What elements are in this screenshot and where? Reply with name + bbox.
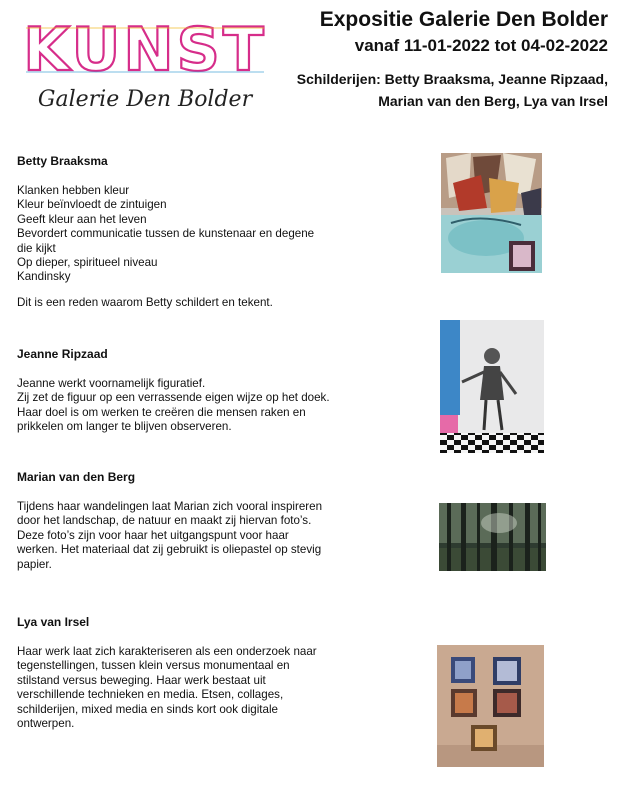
gallery-logo — [22, 10, 268, 120]
artwork-image-lya — [437, 645, 544, 767]
text-line: werken. Het materiaal dat zij gebruikt is oliepastel op stevig — [17, 543, 322, 557]
section-marian-van-den-berg — [17, 470, 367, 572]
artist-name: Jeanne Ripzaad — [17, 347, 108, 361]
artists-line-1: Schilderijen: Betty Braaksma, Jeanne Ripzaad, — [296, 71, 608, 87]
page-title: Expositie Galerie Den Bolder — [319, 8, 608, 31]
text-line: Op dieper, spiritueel niveau — [17, 256, 158, 270]
section-jeanne-ripzaad — [17, 347, 367, 435]
artist-name: Lya van Irsel — [17, 615, 90, 629]
exhibition-dates: vanaf 11-01-2022 tot 04-02-2022 — [354, 36, 608, 55]
artist-text — [17, 645, 367, 731]
text-line: Geeft kleur aan het leven — [17, 212, 147, 226]
text-line: verschillende technieken en media. Etsen, collages, — [17, 688, 284, 702]
text-line: Deze foto’s zijn voor haar het uitgangspunt voor haar — [17, 528, 289, 542]
artist-text — [17, 184, 367, 285]
text-line: Zij zet de figuur op een verrassende eigen wijze op het doek. — [17, 391, 330, 405]
text-line: Jeanne werkt voornamelijk figuratief. — [17, 377, 206, 390]
text-line: schilderijen, mixed media en sinds kort ook digitale — [17, 702, 278, 716]
artist-name: Betty Braaksma — [17, 154, 108, 168]
text-line: Bevordert communicatie tussen de kunstenaar en degene — [17, 227, 315, 241]
section-betty-braaksma — [17, 154, 367, 310]
artist-extra-text: Dit is een reden waarom Betty schildert en tekent. — [17, 295, 273, 309]
text-line: stilstand versus beweging. Haar werk bestaat uit — [17, 673, 266, 687]
artwork-image-marian — [439, 503, 546, 571]
text-line: ontwerpen. — [17, 717, 75, 731]
artist-text — [17, 500, 367, 572]
text-line: Haar doel is om werken te creëren die mensen raken en — [17, 405, 306, 419]
text-line: Klanken hebben kleur — [17, 184, 130, 197]
artist-text — [17, 377, 367, 435]
artwork-image-betty — [441, 153, 542, 273]
artists-line-2: Marian van den Berg, Lya van Irsel — [378, 93, 608, 109]
text-line: tegenstellingen, tussen klein versus monumentaal en — [17, 659, 290, 673]
artist-name: Marian van den Berg — [17, 470, 136, 484]
text-line: papier. — [17, 557, 52, 571]
logo-subtitle: Galerie Den Bolder — [37, 87, 253, 112]
text-line: Kandinsky — [17, 270, 71, 284]
text-line: die kijkt — [17, 241, 56, 255]
text-line: door het landschap, de natuur en maakt zij hiervan foto’s. — [17, 514, 312, 528]
text-line: Haar werk laat zich karakteriseren als een onderzoek naar — [17, 645, 317, 658]
section-lya-van-irsel — [17, 615, 367, 731]
text-line: prikkelen om langer te blijven observeren. — [17, 420, 232, 434]
artwork-image-jeanne — [440, 320, 544, 453]
text-line: Kleur beïnvloedt de zintuigen — [17, 198, 167, 212]
logo-word: KUNST — [23, 15, 267, 85]
text-line: Tijdens haar wandelingen laat Marian zich vooral inspireren — [17, 500, 323, 513]
